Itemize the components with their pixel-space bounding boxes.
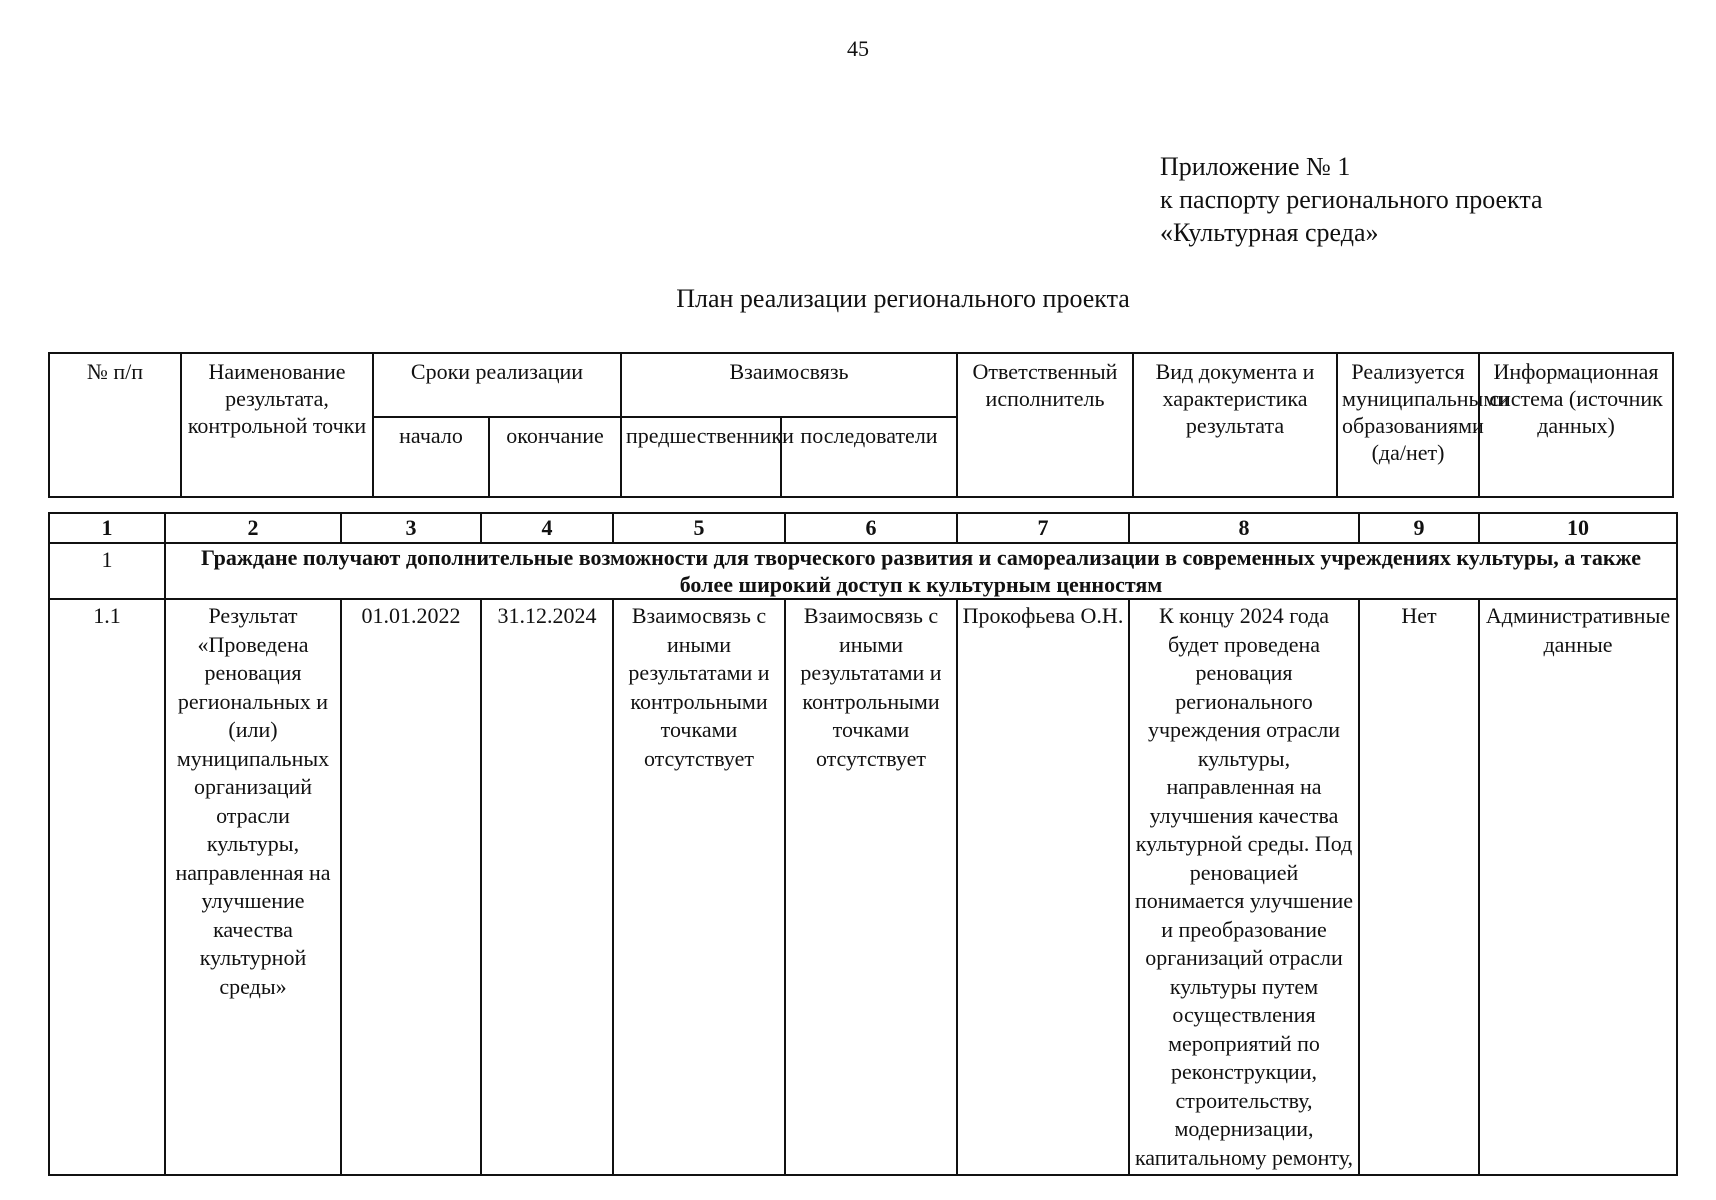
successors: Взаимосвязь с иными результатами и контрольными точками отсутствует	[785, 599, 957, 1175]
municipal-flag: Нет	[1359, 599, 1479, 1175]
predecessors: Взаимосвязь с иными результатами и контрольными точками отсутствует	[613, 599, 785, 1175]
header-name: Наименование результата, контрольной точки	[181, 353, 373, 497]
goal-number: 1	[49, 543, 165, 599]
end-date: 31.12.2024	[481, 599, 613, 1175]
column-number: 9	[1359, 513, 1479, 543]
column-number: 6	[785, 513, 957, 543]
row-number: 1.1	[49, 599, 165, 1175]
column-number: 10	[1479, 513, 1677, 543]
appendix-line-3: «Культурная среда»	[1160, 218, 1379, 247]
appendix-line-1: Приложение № 1	[1160, 152, 1351, 181]
start-date: 01.01.2022	[341, 599, 481, 1175]
header-num: № п/п	[49, 353, 181, 497]
column-number: 7	[957, 513, 1129, 543]
body-table	[48, 512, 1678, 1176]
header-table	[48, 352, 1674, 498]
column-number: 2	[165, 513, 341, 543]
column-number: 3	[341, 513, 481, 543]
header-successors: последователи	[781, 417, 957, 497]
header-info-system: Информационная система (источник данных)	[1479, 353, 1673, 497]
header-responsible: Ответственный исполнитель	[957, 353, 1133, 497]
column-number-row	[49, 513, 1677, 543]
header-end: окончание	[489, 417, 621, 497]
header-municipal: Реализуется муниципальными образованиями (да/нет)	[1337, 353, 1479, 497]
goal-row	[49, 543, 1677, 599]
goal-text: Граждане получают дополнительные возможности для творческого развития и самореализации в современных учреждениях культуры, а также более широкий доступ к культурным ценностям	[165, 543, 1677, 599]
info-system: Административные данные	[1479, 599, 1677, 1175]
column-number: 4	[481, 513, 613, 543]
header-document: Вид документа и характеристика результата	[1133, 353, 1337, 497]
appendix-block	[1160, 150, 1543, 249]
document-description: К концу 2024 года будет проведена реновация регионального учреждения отрасли культуры, направленная на улучшения качества культурной среды. Под реновацией понимается улучшение и преобразование организаций отрасли культуры путем осуществления мероприятий по реконструкции, строительству, модернизации, капитальному ремонту,	[1129, 599, 1359, 1175]
column-number: 8	[1129, 513, 1359, 543]
header-link: Взаимосвязь	[621, 353, 957, 417]
page-number: 45	[847, 36, 869, 61]
header-start: начало	[373, 417, 489, 497]
table-row	[49, 599, 1677, 1175]
header-predecessors: предшественники	[621, 417, 781, 497]
responsible-person: Прокофьева О.Н.	[957, 599, 1129, 1175]
column-number: 5	[613, 513, 785, 543]
result-name: Результат «Проведена реновация региональных и (или) муниципальных организаций отрасли культуры, направленная на улучшение качества культурной среды»	[165, 599, 341, 1175]
header-dates: Сроки реализации	[373, 353, 621, 417]
column-number: 1	[49, 513, 165, 543]
document-title: План реализации регионального проекта	[676, 284, 1130, 313]
appendix-line-2: к паспорту регионального проекта	[1160, 185, 1543, 214]
